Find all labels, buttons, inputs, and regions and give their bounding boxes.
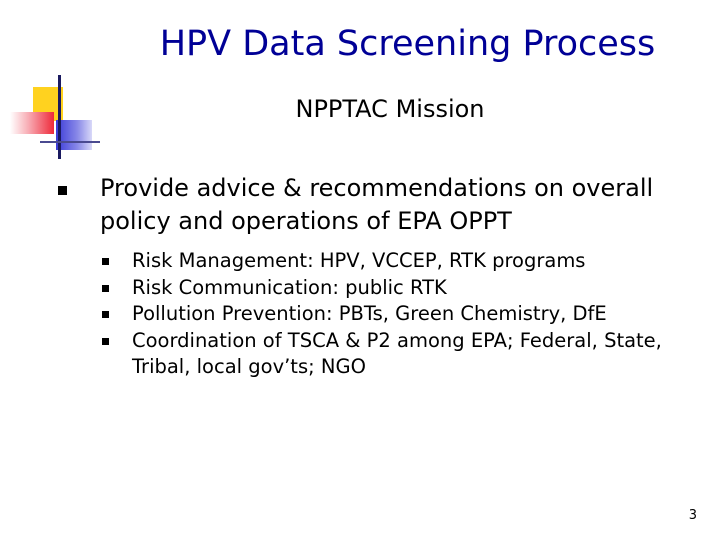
sub-bullet-item xyxy=(100,328,676,381)
sub-bullet-text: Coordination of TSCA & P2 among EPA; Federal, State, Tribal, local gov’ts; NGO xyxy=(132,328,662,378)
slide-subtitle: NPPTAC Mission xyxy=(295,95,485,123)
sub-bullet-list xyxy=(100,248,676,381)
bullet-item xyxy=(56,172,676,381)
square-bullet-icon xyxy=(102,285,109,292)
red-gradient-bar xyxy=(10,112,54,134)
bullet-text: Provide advice & recommendations on overall policy and operations of EPA OPPT xyxy=(100,174,654,235)
sub-bullet-item xyxy=(100,275,676,302)
square-bullet-icon xyxy=(102,311,109,318)
horizontal-rule xyxy=(40,141,100,143)
slide-title: HPV Data Screening Process xyxy=(159,24,656,64)
sub-bullet-text: Risk Management: HPV, VCCEP, RTK programs xyxy=(132,249,586,272)
sub-bullet-item xyxy=(100,301,676,328)
page-number: 3 xyxy=(688,508,697,523)
sub-bullet-text: Pollution Prevention: PBTs, Green Chemistry, DfE xyxy=(132,302,607,325)
square-bullet-icon xyxy=(102,258,109,265)
sub-bullet-text: Risk Communication: public RTK xyxy=(132,275,447,299)
sub-bullet-item xyxy=(100,248,676,275)
bullet-list xyxy=(56,172,676,381)
square-bullet-icon xyxy=(58,186,67,195)
blue-gradient-square xyxy=(56,120,92,150)
vertical-rule xyxy=(58,75,61,159)
square-bullet-icon xyxy=(102,338,109,345)
